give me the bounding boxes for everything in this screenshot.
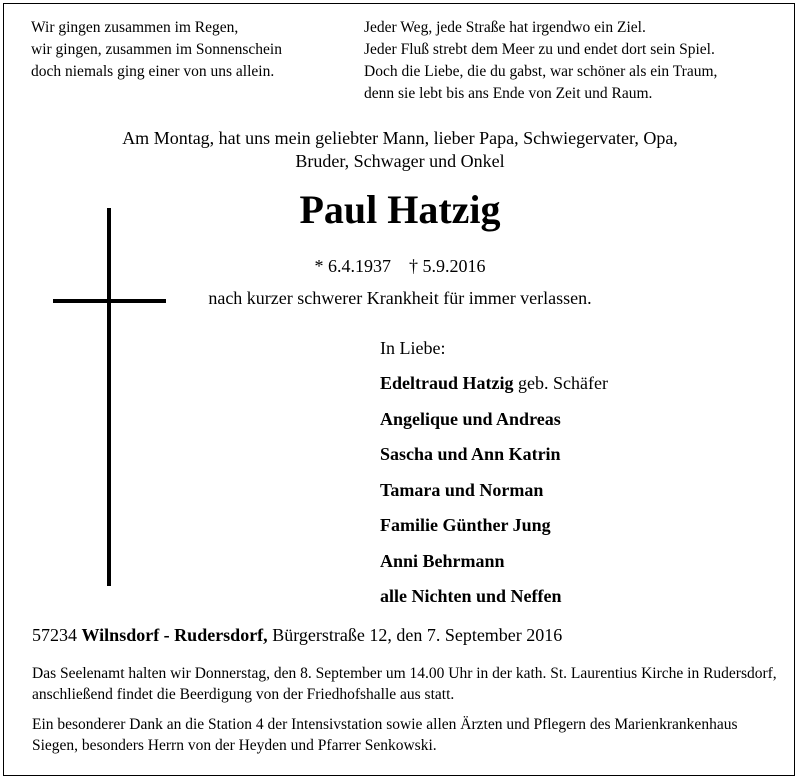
mourner-row: [380, 584, 608, 620]
place-date-line: [32, 623, 562, 647]
mourner-row: [380, 442, 608, 478]
poem-line: Jeder Weg, jede Straße hat irgendwo ein Ziel.: [364, 19, 646, 36]
poem-line: Jeder Fluß strebt dem Meer zu und endet dort sein Spiel.: [364, 41, 715, 58]
poem-line: doch niemals ging einer von uns allein.: [31, 63, 275, 80]
poem-line: denn sie lebt bis ans Ende von Zeit und Raum.: [364, 85, 653, 102]
mourner-suffix: geb. Schäfer: [513, 373, 608, 393]
cross-icon: [107, 208, 111, 586]
poem-line: Wir gingen zusammen im Regen,: [31, 19, 239, 36]
poem-line: Doch die Liebe, die du gabst, war schöner als ein Traum,: [364, 63, 718, 80]
mourner-name: Sascha und Ann Katrin: [380, 444, 561, 464]
mourner-row: [380, 478, 608, 514]
mourner-name: Tamara und Norman: [380, 479, 544, 500]
mourner-name: Anni Behrmann: [380, 550, 505, 571]
birth-date: * 6.4.1937: [314, 256, 391, 276]
mourner-name: Angelique und Andreas: [380, 408, 561, 429]
life-dates: [0, 254, 800, 278]
intro-text: [0, 127, 800, 173]
poem-line: wir gingen, zusammen im Sonnenschein: [31, 41, 282, 58]
mourner-name: Familie Günther Jung: [380, 515, 551, 535]
deceased-name: Paul Hatzig: [299, 187, 501, 232]
mourner-row: [380, 513, 608, 549]
mourner-row: [380, 407, 608, 443]
thanks-note: Ein besonderer Dank an die Station 4 der Intensivstation sowie allen Ärzten und Pflegern des Marienkrankenhaus Siegen, besonders Herrn von der Heyden und Pfarrer Senkowski.: [32, 716, 738, 754]
zip-code: 57234: [32, 625, 82, 645]
mourners-lead: In Liebe:: [380, 338, 446, 358]
passing-text: nach kurzer schwerer Krankheit für immer verlassen.: [208, 288, 592, 308]
cross-icon-bar: [53, 299, 166, 303]
mourner-name: Edeltraud Hatzig: [380, 373, 514, 393]
intro-line: Am Montag, hat uns mein geliebter Mann, lieber Papa, Schwiegervater, Opa,: [122, 128, 678, 148]
service-info: Das Seelenamt halten wir Donnerstag, den 8. September um 14.00 Uhr in der kath. St. Laurentius Kirche in Rudersdorf, anschließend findet die Beerdigung von der Friedhofshalle aus statt.: [32, 665, 777, 703]
mourner-name: alle Nichten und Neffen: [380, 586, 562, 606]
mourner-row: [380, 549, 608, 585]
intro-line: Bruder, Schwager und Onkel: [295, 151, 505, 171]
mourners-list: [380, 336, 608, 620]
mourner-row: [380, 371, 608, 407]
poem-right: [364, 17, 717, 105]
poem-left: [31, 17, 282, 83]
death-date: † 5.9.2016: [409, 256, 486, 276]
town: Wilnsdorf - Rudersdorf,: [81, 625, 268, 645]
address-date: Bürgerstraße 12, den 7. September 2016: [267, 625, 563, 645]
